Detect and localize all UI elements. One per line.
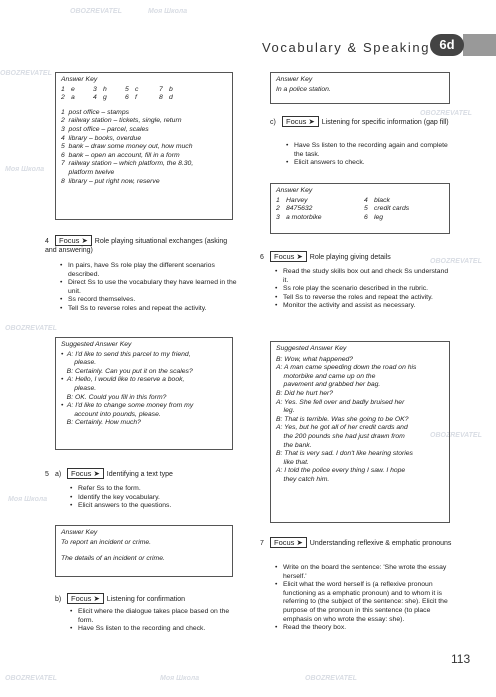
bullet-item: • Elicit answers to check. [284, 159, 452, 168]
answer-key-box [270, 72, 450, 104]
list-item: 7 railway station – which platform, the 8.30, [61, 160, 194, 168]
dialogue-line: B: OK. Could you fill in this form? [61, 393, 167, 401]
answer-grid [61, 86, 227, 103]
page-title: Vocabulary & Speaking [262, 40, 431, 55]
grid-cell: a motorbike [286, 213, 322, 221]
dialogue-line: B: Wow, what happened? [276, 355, 354, 363]
dialogue-line: motorbike and came up on the [276, 372, 376, 380]
answer-line: In a police station. [276, 85, 331, 93]
dialogue-line: they catch him. [276, 475, 330, 483]
list-item: platform twelve [61, 168, 115, 176]
focus-label: Focus ➤ [67, 468, 104, 479]
sub-label: b) [55, 596, 62, 603]
watermark: OBOZREVATEL [305, 675, 357, 682]
bullet-item: • Identify the key vocabulary. [68, 494, 238, 503]
grid-cell: d [169, 94, 173, 102]
bullet-item: • Read the study skills box out and check Ss understand it. [273, 268, 451, 285]
watermark: Моя Школа [160, 675, 200, 682]
suggested-answer-box [270, 341, 450, 523]
dialogue-line: B: Did he hurt her? [276, 389, 334, 397]
dialogue-line: • A: I'd like to send this parcel to my friend, [61, 350, 191, 358]
focus-label: Focus ➤ [282, 116, 319, 127]
section-4-heading [45, 235, 240, 255]
section-heading: Understanding reflexive & emphatic pronouns [309, 540, 452, 547]
box-title: Answer Key [276, 76, 313, 83]
list-item: 8 library – put right now, reserve [61, 177, 160, 185]
grid-cell: b [169, 85, 173, 93]
bullet-item: • Elicit answers to the questions. [68, 502, 238, 511]
sub-label: a) [55, 471, 62, 478]
answer-line: The details of an incident or crime. [61, 555, 165, 563]
dialogue-line: B: That is very sad. I don't like hearing stories [276, 450, 413, 458]
list-item: 6 bank – open an account, fill in a form [61, 151, 180, 159]
bullet-item: • Elicit where the dialogue takes place based on the form. [68, 608, 238, 625]
grid-cell: g [103, 94, 107, 102]
section-heading: Listening for specific information (gap fill) [321, 119, 449, 126]
bullet-list [273, 564, 451, 633]
focus-label: Focus ➤ [67, 593, 104, 604]
section-number: 4 [45, 238, 49, 245]
grid-cell: 8 [159, 94, 163, 102]
bullet-item: • Refer Ss to the form. [68, 485, 238, 494]
box-title: Suggested Answer Key [276, 345, 347, 352]
unit-badge: 6d [430, 34, 464, 56]
dialogue-line: pavement and grabbed her bag. [276, 381, 381, 389]
section-5c-heading [270, 116, 452, 127]
watermark: OBOZREVATEL [420, 110, 472, 117]
bullet-item: • Tell Ss to reverse roles and repeat the activity. [58, 305, 238, 314]
grid-cell: e [71, 85, 75, 93]
bullet-item: • In pairs, have Ss role play the different scenarios described. [58, 262, 238, 279]
section-7-heading [260, 537, 452, 548]
dialogue-line: account into pounds, please. [61, 410, 161, 418]
answer-line [61, 547, 227, 555]
watermark: OBOZREVATEL [0, 70, 52, 77]
bullet-item: • Direct Ss to use the vocabulary they have learned in the unit. [58, 279, 238, 296]
grid-cell: 5 [125, 85, 129, 93]
dialogue-line: B: That is terrible. Was she going to be OK? [276, 415, 409, 423]
bullet-item: • Have Ss listen to the recording again and complete the task. [284, 142, 452, 159]
bullet-item: • Ss role play the scenario described in the rubric. [273, 285, 451, 294]
bullet-item: • Read the theory box. [273, 624, 451, 633]
dialogue-line: the bank. [276, 441, 312, 449]
dialogue-line: A: A man came speeding down the road on his [276, 364, 417, 372]
bullet-item: • Monitor the activity and assist as necessary. [273, 302, 451, 311]
bullet-item: • Elicit what the word herself is (a reflexive pronoun functioning as a emphatic pronoun) and to whom it is referring to (the subject of the sentence: she). Elicit the purpose of the pronoun in this sentence (to place emphasis on who wrote the essay: she). [273, 581, 451, 624]
bullet-list [284, 142, 452, 168]
dialogue-line: A: Yes. She fell over and badly bruised her [276, 398, 405, 406]
box-title: Suggested Answer Key [61, 341, 132, 348]
section-number: 5 [45, 471, 49, 478]
dialogue-line: B: Certainly. Can you put it on the scales? [61, 367, 193, 375]
grid-cell: 5 [364, 205, 368, 213]
answer-grid [276, 197, 444, 223]
grid-cell: f [135, 94, 137, 102]
section-5a-heading [45, 468, 240, 479]
focus-label: Focus ➤ [55, 235, 92, 246]
bullet-list [58, 262, 238, 314]
list-item: 4 library – books, overdue [61, 134, 142, 142]
grid-cell: 7 [159, 85, 163, 93]
bullet-item: • Tell Ss to reverse the roles and repeat the activity. [273, 294, 451, 303]
section-heading: Listening for confirmation [106, 596, 186, 603]
grid-cell: black [374, 196, 390, 204]
watermark: Моя Школа [5, 166, 45, 173]
grid-cell: 1 [61, 85, 65, 93]
bullet-list [68, 608, 238, 634]
section-number: 6 [260, 254, 264, 261]
watermark: OBOZREVATEL [70, 8, 122, 15]
grid-cell: 6 [125, 94, 129, 102]
answer-line: To report an incident or crime. [61, 538, 152, 546]
dialogue-line: • A: I'd like to change some money from my [61, 402, 194, 410]
section-heading: Role playing situational exchanges (asking and answering) [45, 238, 228, 254]
grid-cell: 2 [276, 205, 280, 213]
answer-key-box [270, 183, 450, 234]
page-number: 113 [451, 652, 471, 666]
bullet-item: • Write on the board the sentence: 'She wrote the essay herself.' [273, 564, 451, 581]
focus-label: Focus ➤ [270, 251, 307, 262]
grid-cell: 4 [364, 196, 368, 204]
dialogue-line: the 200 pounds she had just drawn from [276, 432, 405, 440]
list-item: 5 bank – draw some money out, how much [61, 143, 193, 151]
grid-cell: 3 [93, 85, 97, 93]
grid-cell: c [135, 85, 139, 93]
grid-cell: 1 [276, 196, 280, 204]
dialogue-line: please. [61, 384, 97, 392]
grid-cell: h [103, 85, 107, 93]
list-item: 3 post office – parcel, scales [61, 125, 149, 133]
bullet-item: • Ss record themselves. [58, 296, 238, 305]
sub-label: c) [270, 119, 276, 126]
watermark: Моя Школа [148, 8, 188, 15]
box-title: Answer Key [276, 187, 313, 194]
list-item: 2 railway station – tickets, single, return [61, 117, 182, 125]
section-6-heading [260, 251, 452, 262]
watermark: Моя Школа [8, 496, 48, 503]
grid-cell: 6 [364, 213, 368, 221]
grid-cell: 3 [276, 213, 280, 221]
section-5b-heading [55, 593, 240, 604]
bullet-list [273, 268, 451, 311]
watermark: OBOZREVATEL [5, 325, 57, 332]
watermark: OBOZREVATEL [430, 432, 482, 439]
dialogue-line: A: Yes, but he got all of her credit cards and [276, 424, 408, 432]
section-heading: Role playing giving details [309, 254, 391, 261]
answer-key-box [55, 72, 233, 220]
section-number: 7 [260, 540, 264, 547]
suggested-answer-box [55, 337, 233, 450]
watermark: OBOZREVATEL [5, 675, 57, 682]
answer-key-box [55, 525, 233, 577]
grid-cell: Harvey [286, 196, 308, 204]
dialogue-line: • A: Hello, I would like to reserve a book, [61, 376, 185, 384]
bullet-list [68, 485, 238, 511]
dialogue-line: A: I told the police every thing I saw. I hope [276, 467, 406, 475]
dialogue-line: leg. [276, 407, 295, 415]
dialogue-line: like that. [276, 458, 309, 466]
grid-cell: credit cards [374, 205, 410, 213]
focus-label: Focus ➤ [270, 537, 307, 548]
grid-cell: leg [374, 213, 384, 221]
grid-cell: 2 [61, 94, 65, 102]
badge-tab [463, 34, 496, 56]
box-title: Answer Key [61, 529, 98, 536]
grid-cell: a [71, 94, 75, 102]
section-heading: Identifying a text type [106, 471, 173, 478]
grid-cell: 4 [93, 94, 97, 102]
list-item: 1 post office – stamps [61, 108, 130, 116]
grid-cell: 8475632 [286, 205, 313, 213]
bullet-item: • Have Ss listen to the recording and check. [68, 625, 238, 634]
dialogue-line: please. [61, 359, 97, 367]
dialogue-line: B: Certainly. How much? [61, 419, 141, 427]
watermark: OBOZREVATEL [430, 258, 482, 265]
box-title: Answer Key [61, 76, 98, 83]
